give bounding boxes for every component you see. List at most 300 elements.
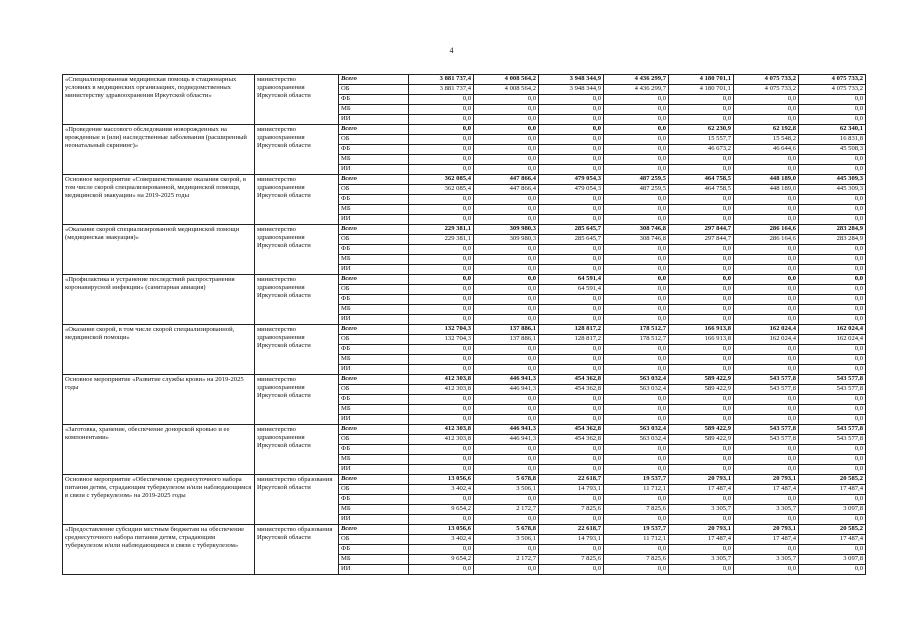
amount-cell: 64 591,4 <box>539 285 604 295</box>
amount-cell: 0,0 <box>799 365 866 375</box>
amount-cell: 0,0 <box>799 565 866 575</box>
amount-cell: 0,0 <box>799 395 866 405</box>
budget-table-body <box>63 75 866 575</box>
amount-cell: 0,0 <box>669 295 734 305</box>
amount-cell: 0,0 <box>409 115 474 125</box>
amount-cell: 0,0 <box>474 545 539 555</box>
funding-source: ОБ <box>339 535 409 545</box>
amount-cell: 0,0 <box>539 125 604 135</box>
amount-cell: 563 032,4 <box>604 385 669 395</box>
amount-cell: 0,0 <box>604 405 669 415</box>
amount-cell: 0,0 <box>539 315 604 325</box>
amount-cell: 229 381,1 <box>409 225 474 235</box>
funding-source: ОБ <box>339 335 409 345</box>
amount-cell: 162 024,4 <box>734 325 799 335</box>
amount-cell: 0,0 <box>604 395 669 405</box>
amount-cell: 0,0 <box>604 105 669 115</box>
amount-cell: 22 618,7 <box>539 525 604 535</box>
amount-cell: 4 008 564,2 <box>474 75 539 85</box>
funding-source: ФБ <box>339 295 409 305</box>
page-number: 4 <box>449 46 454 55</box>
amount-cell: 0,0 <box>604 265 669 275</box>
amount-cell: 0,0 <box>604 205 669 215</box>
amount-cell: 464 758,5 <box>669 175 734 185</box>
amount-cell: 0,0 <box>474 275 539 285</box>
amount-cell: 0,0 <box>539 545 604 555</box>
amount-cell: 0,0 <box>539 245 604 255</box>
amount-cell: 0,0 <box>604 135 669 145</box>
amount-cell: 0,0 <box>669 395 734 405</box>
amount-cell: 0,0 <box>734 195 799 205</box>
funding-source: ОБ <box>339 385 409 395</box>
amount-cell: 0,0 <box>539 165 604 175</box>
amount-cell: 11 712,1 <box>604 535 669 545</box>
amount-cell: 3 402,4 <box>409 485 474 495</box>
amount-cell: 178 512,7 <box>604 335 669 345</box>
funding-source: ФБ <box>339 245 409 255</box>
funding-source: МБ <box>339 505 409 515</box>
amount-cell: 7 825,6 <box>604 505 669 515</box>
amount-cell: 0,0 <box>539 455 604 465</box>
responsible-executor: министерство здравоохранения Иркутской области <box>255 225 339 275</box>
amount-cell: 0,0 <box>474 155 539 165</box>
amount-cell: 0,0 <box>734 315 799 325</box>
amount-cell: 0,0 <box>539 115 604 125</box>
amount-cell: 4 075 733,2 <box>734 85 799 95</box>
amount-cell: 0,0 <box>669 195 734 205</box>
amount-cell: 0,0 <box>409 365 474 375</box>
amount-cell: 2 172,7 <box>474 505 539 515</box>
amount-cell: 46 673,2 <box>669 145 734 155</box>
section-total-row <box>63 525 866 535</box>
amount-cell: 0,0 <box>474 465 539 475</box>
amount-cell: 0,0 <box>474 125 539 135</box>
amount-cell: 20 585,2 <box>799 525 866 535</box>
funding-source: ОБ <box>339 185 409 195</box>
amount-cell: 17 487,4 <box>799 485 866 495</box>
amount-cell: 0,0 <box>409 215 474 225</box>
amount-cell: 4 436 299,7 <box>604 75 669 85</box>
funding-source: МБ <box>339 155 409 165</box>
responsible-executor: министерство здравоохранения Иркутской области <box>255 75 339 125</box>
amount-cell: 0,0 <box>734 215 799 225</box>
amount-cell: 0,0 <box>734 275 799 285</box>
section-total-row <box>63 475 866 485</box>
amount-cell: 0,0 <box>734 445 799 455</box>
amount-cell: 0,0 <box>669 515 734 525</box>
amount-cell: 0,0 <box>734 515 799 525</box>
amount-cell: 0,0 <box>409 135 474 145</box>
measure-description: «Проведение массового обследования новорожденных на врожденные и (или) наследственные заболевания (расширенный неонатальный скрининг)» <box>63 125 255 175</box>
measure-description: «Специализированная медицинская помощь в стационарных условиях в медицинских организациях, подведомственных министерству здравоохранения Иркутской области» <box>63 75 255 125</box>
funding-source: ФБ <box>339 195 409 205</box>
funding-source: Всего <box>339 325 409 335</box>
amount-cell: 0,0 <box>669 95 734 105</box>
amount-cell: 0,0 <box>734 545 799 555</box>
amount-cell: 0,0 <box>604 295 669 305</box>
funding-source: ОБ <box>339 435 409 445</box>
amount-cell: 5 678,8 <box>474 475 539 485</box>
amount-cell: 0,0 <box>734 495 799 505</box>
amount-cell: 0,0 <box>734 95 799 105</box>
amount-cell: 0,0 <box>539 305 604 315</box>
amount-cell: 0,0 <box>799 305 866 315</box>
funding-source: ФБ <box>339 545 409 555</box>
amount-cell: 0,0 <box>604 415 669 425</box>
amount-cell: 0,0 <box>539 195 604 205</box>
amount-cell: 0,0 <box>734 345 799 355</box>
funding-source: ИИ <box>339 565 409 575</box>
amount-cell: 0,0 <box>799 315 866 325</box>
amount-cell: 309 980,3 <box>474 225 539 235</box>
amount-cell: 0,0 <box>409 255 474 265</box>
amount-cell: 13 056,6 <box>409 475 474 485</box>
amount-cell: 0,0 <box>474 105 539 115</box>
amount-cell: 0,0 <box>799 495 866 505</box>
amount-cell: 563 032,4 <box>604 435 669 445</box>
amount-cell: 0,0 <box>409 265 474 275</box>
funding-source: ИИ <box>339 465 409 475</box>
amount-cell: 62 230,9 <box>669 125 734 135</box>
amount-cell: 0,0 <box>604 515 669 525</box>
responsible-executor: министерство здравоохранения Иркутской области <box>255 175 339 225</box>
measure-description: Основное мероприятие «Совершенствование оказания скорой, в том числе скорой специализированной, медицинской помощи, медицинской эвакуации» на 2019-2025 годы <box>63 175 255 225</box>
amount-cell: 0,0 <box>474 405 539 415</box>
amount-cell: 17 487,4 <box>734 485 799 495</box>
amount-cell: 0,0 <box>604 305 669 315</box>
funding-source: ФБ <box>339 445 409 455</box>
funding-source: ОБ <box>339 135 409 145</box>
amount-cell: 0,0 <box>539 205 604 215</box>
amount-cell: 0,0 <box>799 465 866 475</box>
amount-cell: 0,0 <box>474 255 539 265</box>
amount-cell: 0,0 <box>409 165 474 175</box>
amount-cell: 3 948 344,9 <box>539 75 604 85</box>
amount-cell: 0,0 <box>734 255 799 265</box>
amount-cell: 454 362,8 <box>539 425 604 435</box>
amount-cell: 543 577,8 <box>734 425 799 435</box>
amount-cell: 0,0 <box>409 415 474 425</box>
amount-cell: 446 941,3 <box>474 375 539 385</box>
amount-cell: 0,0 <box>799 255 866 265</box>
amount-cell: 0,0 <box>799 265 866 275</box>
amount-cell: 0,0 <box>409 275 474 285</box>
amount-cell: 4 075 733,2 <box>734 75 799 85</box>
amount-cell: 0,0 <box>604 245 669 255</box>
amount-cell: 0,0 <box>799 345 866 355</box>
amount-cell: 7 825,6 <box>604 555 669 565</box>
amount-cell: 0,0 <box>474 215 539 225</box>
budget-table <box>62 74 866 575</box>
funding-source: Всего <box>339 175 409 185</box>
amount-cell: 0,0 <box>539 465 604 475</box>
amount-cell: 0,0 <box>604 285 669 295</box>
amount-cell: 4 180 701,1 <box>669 85 734 95</box>
amount-cell: 445 309,3 <box>799 175 866 185</box>
amount-cell: 0,0 <box>734 165 799 175</box>
amount-cell: 62 192,8 <box>734 125 799 135</box>
amount-cell: 0,0 <box>669 315 734 325</box>
amount-cell: 0,0 <box>474 415 539 425</box>
amount-cell: 15 548,2 <box>734 135 799 145</box>
measure-description: Основное мероприятие «Обеспечение среднесуточного набора питания детям, страдающим туберкулезом и/или наблюдающимся в связи с туберкулезом» на 2019-2025 годы <box>63 475 255 525</box>
amount-cell: 0,0 <box>669 105 734 115</box>
amount-cell: 166 913,8 <box>669 325 734 335</box>
amount-cell: 0,0 <box>474 355 539 365</box>
funding-source: ОБ <box>339 235 409 245</box>
amount-cell: 3 881 737,4 <box>409 75 474 85</box>
amount-cell: 0,0 <box>539 405 604 415</box>
amount-cell: 178 512,7 <box>604 325 669 335</box>
section-total-row <box>63 325 866 335</box>
amount-cell: 132 704,3 <box>409 335 474 345</box>
amount-cell: 285 645,7 <box>539 235 604 245</box>
amount-cell: 563 032,4 <box>604 375 669 385</box>
amount-cell: 3 948 344,9 <box>539 85 604 95</box>
amount-cell: 479 054,3 <box>539 185 604 195</box>
amount-cell: 0,0 <box>604 275 669 285</box>
amount-cell: 446 941,3 <box>474 435 539 445</box>
funding-source: ИИ <box>339 165 409 175</box>
amount-cell: 0,0 <box>539 395 604 405</box>
amount-cell: 0,0 <box>734 405 799 415</box>
amount-cell: 308 746,8 <box>604 235 669 245</box>
amount-cell: 0,0 <box>474 265 539 275</box>
amount-cell: 412 303,8 <box>409 375 474 385</box>
funding-source: Всего <box>339 375 409 385</box>
amount-cell: 454 362,8 <box>539 375 604 385</box>
funding-source: ИИ <box>339 215 409 225</box>
amount-cell: 162 024,4 <box>799 325 866 335</box>
funding-source: Всего <box>339 475 409 485</box>
amount-cell: 0,0 <box>604 495 669 505</box>
amount-cell: 285 645,7 <box>539 225 604 235</box>
amount-cell: 162 024,4 <box>799 335 866 345</box>
funding-source: Всего <box>339 275 409 285</box>
amount-cell: 17 487,4 <box>734 535 799 545</box>
responsible-executor: министерство здравоохранения Иркутской области <box>255 125 339 175</box>
amount-cell: 0,0 <box>409 405 474 415</box>
amount-cell: 0,0 <box>799 445 866 455</box>
amount-cell: 0,0 <box>734 295 799 305</box>
amount-cell: 283 284,9 <box>799 225 866 235</box>
amount-cell: 0,0 <box>669 465 734 475</box>
amount-cell: 3 506,1 <box>474 535 539 545</box>
amount-cell: 0,0 <box>409 545 474 555</box>
amount-cell: 0,0 <box>799 455 866 465</box>
amount-cell: 448 189,0 <box>734 175 799 185</box>
amount-cell: 0,0 <box>799 355 866 365</box>
amount-cell: 19 537,7 <box>604 475 669 485</box>
amount-cell: 0,0 <box>474 95 539 105</box>
amount-cell: 0,0 <box>409 445 474 455</box>
amount-cell: 0,0 <box>474 245 539 255</box>
amount-cell: 0,0 <box>604 155 669 165</box>
amount-cell: 4 075 733,2 <box>799 75 866 85</box>
amount-cell: 7 825,6 <box>539 555 604 565</box>
amount-cell: 137 886,1 <box>474 335 539 345</box>
funding-source: ОБ <box>339 485 409 495</box>
funding-source: ФБ <box>339 145 409 155</box>
amount-cell: 22 618,7 <box>539 475 604 485</box>
amount-cell: 0,0 <box>539 135 604 145</box>
amount-cell: 0,0 <box>604 95 669 105</box>
amount-cell: 3 097,8 <box>799 555 866 565</box>
amount-cell: 0,0 <box>799 115 866 125</box>
amount-cell: 0,0 <box>604 445 669 455</box>
amount-cell: 0,0 <box>734 105 799 115</box>
amount-cell: 0,0 <box>604 125 669 135</box>
amount-cell: 0,0 <box>734 155 799 165</box>
amount-cell: 162 024,4 <box>734 335 799 345</box>
amount-cell: 17 487,4 <box>669 535 734 545</box>
funding-source: МБ <box>339 255 409 265</box>
funding-source: ФБ <box>339 495 409 505</box>
amount-cell: 0,0 <box>474 205 539 215</box>
funding-source: МБ <box>339 105 409 115</box>
amount-cell: 3 305,7 <box>734 555 799 565</box>
amount-cell: 0,0 <box>474 365 539 375</box>
amount-cell: 543 577,8 <box>799 435 866 445</box>
amount-cell: 543 577,8 <box>799 425 866 435</box>
amount-cell: 20 585,2 <box>799 475 866 485</box>
amount-cell: 0,0 <box>669 455 734 465</box>
amount-cell: 487 259,5 <box>604 175 669 185</box>
amount-cell: 14 793,1 <box>539 485 604 495</box>
amount-cell: 0,0 <box>474 565 539 575</box>
amount-cell: 20 793,1 <box>669 525 734 535</box>
amount-cell: 0,0 <box>474 135 539 145</box>
measure-description: «Предоставление субсидии местным бюджетам на обеспечение среднесуточного набора питания детям, страдающим туберкулезом и/или наблюдающимся в связи с туберкулезом» <box>63 525 255 575</box>
amount-cell: 362 085,4 <box>409 175 474 185</box>
amount-cell: 0,0 <box>474 285 539 295</box>
amount-cell: 0,0 <box>604 255 669 265</box>
amount-cell: 0,0 <box>604 455 669 465</box>
amount-cell: 0,0 <box>669 115 734 125</box>
funding-source: ИИ <box>339 115 409 125</box>
amount-cell: 0,0 <box>669 255 734 265</box>
amount-cell: 0,0 <box>799 415 866 425</box>
amount-cell: 0,0 <box>799 285 866 295</box>
amount-cell: 4 180 701,1 <box>669 75 734 85</box>
funding-source: Всего <box>339 425 409 435</box>
amount-cell: 0,0 <box>669 415 734 425</box>
amount-cell: 20 793,1 <box>669 475 734 485</box>
amount-cell: 0,0 <box>474 165 539 175</box>
amount-cell: 229 381,1 <box>409 235 474 245</box>
amount-cell: 3 097,8 <box>799 505 866 515</box>
amount-cell: 297 844,7 <box>669 225 734 235</box>
amount-cell: 4 008 564,2 <box>474 85 539 95</box>
amount-cell: 0,0 <box>669 285 734 295</box>
amount-cell: 19 537,7 <box>604 525 669 535</box>
amount-cell: 5 678,8 <box>474 525 539 535</box>
section-total-row <box>63 175 866 185</box>
amount-cell: 0,0 <box>539 105 604 115</box>
section-total-row <box>63 225 866 235</box>
amount-cell: 0,0 <box>604 145 669 155</box>
amount-cell: 0,0 <box>799 155 866 165</box>
amount-cell: 0,0 <box>799 95 866 105</box>
amount-cell: 0,0 <box>669 305 734 315</box>
amount-cell: 0,0 <box>474 345 539 355</box>
amount-cell: 0,0 <box>539 295 604 305</box>
responsible-executor: министерство образования Иркутской области <box>255 475 339 525</box>
amount-cell: 286 164,6 <box>734 235 799 245</box>
funding-source: ОБ <box>339 285 409 295</box>
amount-cell: 589 422,9 <box>669 425 734 435</box>
amount-cell: 0,0 <box>539 345 604 355</box>
funding-source: МБ <box>339 205 409 215</box>
funding-source: Всего <box>339 125 409 135</box>
amount-cell: 45 508,3 <box>799 145 866 155</box>
amount-cell: 0,0 <box>734 565 799 575</box>
amount-cell: 0,0 <box>604 355 669 365</box>
amount-cell: 0,0 <box>474 295 539 305</box>
amount-cell: 0,0 <box>539 265 604 275</box>
amount-cell: 0,0 <box>669 565 734 575</box>
amount-cell: 0,0 <box>799 545 866 555</box>
amount-cell: 286 164,6 <box>734 225 799 235</box>
amount-cell: 3 305,7 <box>734 505 799 515</box>
amount-cell: 62 340,1 <box>799 125 866 135</box>
amount-cell: 0,0 <box>669 365 734 375</box>
funding-source: Всего <box>339 525 409 535</box>
amount-cell: 543 577,8 <box>734 385 799 395</box>
amount-cell: 454 362,8 <box>539 435 604 445</box>
amount-cell: 0,0 <box>604 465 669 475</box>
amount-cell: 15 557,7 <box>669 135 734 145</box>
amount-cell: 0,0 <box>734 285 799 295</box>
amount-cell: 308 746,8 <box>604 225 669 235</box>
funding-source: МБ <box>339 555 409 565</box>
amount-cell: 0,0 <box>604 115 669 125</box>
funding-source: МБ <box>339 355 409 365</box>
funding-source: Всего <box>339 225 409 235</box>
amount-cell: 0,0 <box>669 165 734 175</box>
amount-cell: 0,0 <box>539 95 604 105</box>
amount-cell: 0,0 <box>409 155 474 165</box>
amount-cell: 132 704,3 <box>409 325 474 335</box>
amount-cell: 0,0 <box>799 295 866 305</box>
amount-cell: 0,0 <box>799 215 866 225</box>
amount-cell: 543 577,8 <box>734 435 799 445</box>
amount-cell: 20 793,1 <box>734 475 799 485</box>
amount-cell: 0,0 <box>409 305 474 315</box>
amount-cell: 0,0 <box>409 495 474 505</box>
funding-source: МБ <box>339 305 409 315</box>
amount-cell: 3 506,1 <box>474 485 539 495</box>
amount-cell: 0,0 <box>539 155 604 165</box>
responsible-executor: министерство образования Иркутской области <box>255 525 339 575</box>
amount-cell: 0,0 <box>669 355 734 365</box>
amount-cell: 0,0 <box>409 465 474 475</box>
amount-cell: 0,0 <box>409 565 474 575</box>
amount-cell: 64 591,4 <box>539 275 604 285</box>
amount-cell: 0,0 <box>474 195 539 205</box>
funding-source: ИИ <box>339 265 409 275</box>
funding-source: Всего <box>339 75 409 85</box>
amount-cell: 0,0 <box>734 395 799 405</box>
responsible-executor: министерство здравоохранения Иркутской области <box>255 275 339 325</box>
funding-source: ИИ <box>339 515 409 525</box>
funding-source: ОБ <box>339 85 409 95</box>
amount-cell: 412 303,8 <box>409 385 474 395</box>
amount-cell: 17 487,4 <box>799 535 866 545</box>
section-total-row <box>63 375 866 385</box>
amount-cell: 14 793,1 <box>539 535 604 545</box>
amount-cell: 563 032,4 <box>604 425 669 435</box>
